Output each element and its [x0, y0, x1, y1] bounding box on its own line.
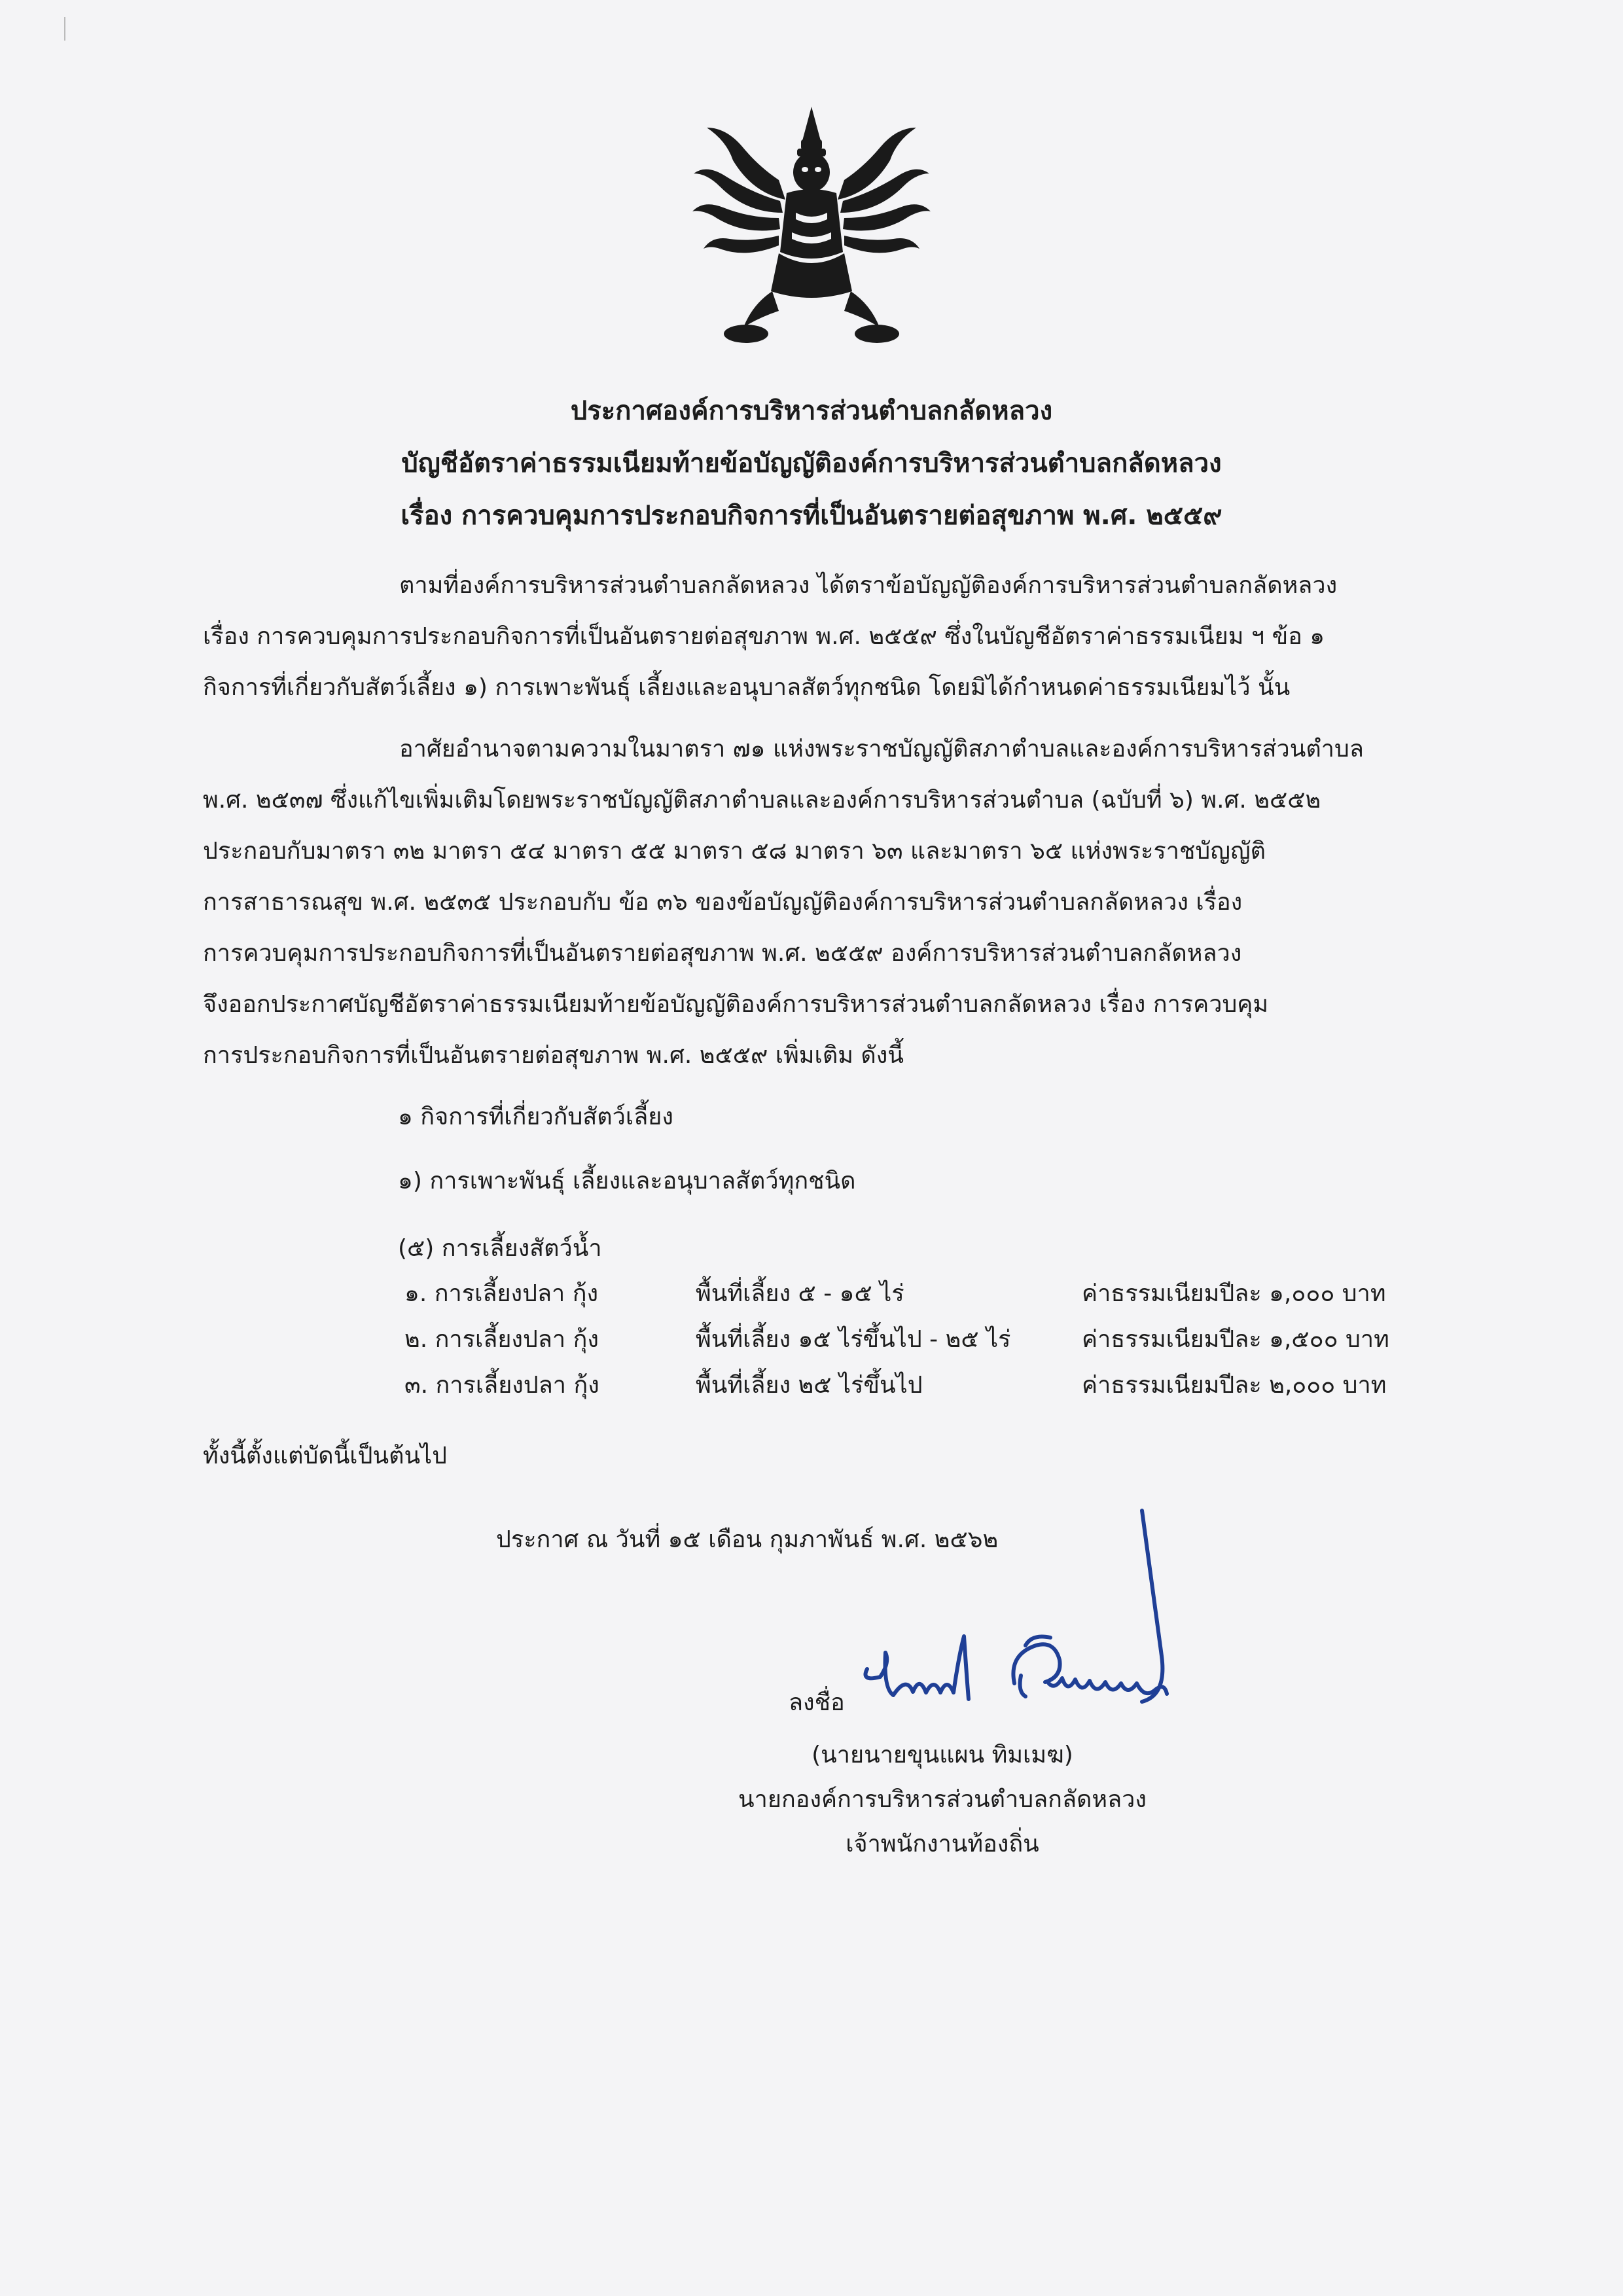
paragraph-2 — [203, 724, 1479, 1081]
signature-label: ลงชื่อ — [789, 1689, 845, 1716]
table-row — [404, 1270, 1448, 1316]
title-line-1: ประกาศองค์การบริหารส่วนตำบลกลัดหลวง — [570, 396, 1053, 426]
paragraph-1-line-3: กิจการที่เกี่ยวกับสัตว์เลี้ยง ๑) การเพาะพันธุ์ เลี้ยงและอนุบาลสัตว์ทุกชนิด โดยมิได้กำหนดค่าธรรมเนียมไว้ นั้น — [203, 674, 1291, 701]
paragraph-1-line-1: ตามที่องค์การบริหารส่วนตำบลกลัดหลวง ได้ตราข้อบัญญัติองค์การบริหารส่วนตำบลกลัดหลวง — [399, 572, 1338, 599]
fee-area: พื้นที่เลี้ยง ๒๕ ไร่ขึ้นไป — [696, 1371, 923, 1399]
section-heading: ๑ กิจการที่เกี่ยวกับสัตว์เลี้ยง — [398, 1103, 673, 1130]
fee-area: พื้นที่เลี้ยง ๑๕ ไร่ขึ้นไป - ๒๕ ไร่ — [696, 1325, 1011, 1353]
paragraph-1 — [203, 560, 1479, 713]
announcement-date: ประกาศ ณ วันที่ ๑๕ เดือน กุมภาพันธ์ พ.ศ. ๒๕๖๒ — [496, 1526, 999, 1553]
fee-area: พื้นที่เลี้ยง ๕ - ๑๕ ไร่ — [696, 1280, 904, 1307]
document-title — [0, 385, 1623, 542]
closing-text: ทั้งนี้ตั้งแต่บัดนี้เป็นต้นไป — [203, 1443, 448, 1469]
paragraph-1-line-2: เรื่อง การควบคุมการประกอบกิจการที่เป็นอันตรายต่อสุขภาพ พ.ศ. ๒๕๕๙ ซึ่งในบัญชีอัตราค่าธรรมเนียม ฯ ข้อ ๑ — [203, 623, 1325, 650]
signatory-block — [694, 1733, 1191, 1867]
signatory-role: เจ้าพนักงานท้องถิ่น — [846, 1831, 1039, 1857]
fee-table — [404, 1270, 1448, 1407]
section-item: (๕) การเลี้ยงสัตว์น้ำ — [398, 1235, 602, 1262]
fee-amount: ค่าธรรมเนียมปีละ ๑,๐๐๐ บาท — [1082, 1280, 1386, 1307]
signatory-name: (นายนายขุนแผน ทิมเมฆ) — [812, 1742, 1073, 1768]
paragraph-2-line-7: การประกอบกิจการที่เป็นอันตรายต่อสุขภาพ พ.ศ. ๒๕๕๙ เพิ่มเติม ดังนี้ — [203, 1042, 904, 1069]
fee-name: ๓. การเลี้ยงปลา กุ้ง — [404, 1371, 599, 1399]
fee-amount: ค่าธรรมเนียมปีละ ๒,๐๐๐ บาท — [1082, 1371, 1387, 1399]
title-line-2: บัญชีอัตราค่าธรรมเนียมท้ายข้อบัญญัติองค์การบริหารส่วนตำบลกลัดหลวง — [401, 448, 1222, 478]
paragraph-2-line-2: พ.ศ. ๒๕๓๗ ซึ่งแก้ไขเพิ่มเติมโดยพระราชบัญญัติสภาตำบลและองค์การบริหารส่วนตำบล (ฉบับที่ ๖) พ.ศ. ๒๕๕๒ — [203, 787, 1321, 814]
table-row — [404, 1361, 1448, 1407]
fee-name: ๒. การเลี้ยงปลา กุ้ง — [404, 1325, 599, 1353]
paragraph-2-line-6: จึงออกประกาศบัญชีอัตราค่าธรรมเนียมท้ายข้อบัญญัติองค์การบริหารส่วนตำบลกลัดหลวง เรื่อง การควบคุม — [203, 991, 1269, 1018]
scan-edge-mark — [64, 17, 65, 41]
section-subheading: ๑) การเพาะพันธุ์ เลี้ยงและอนุบาลสัตว์ทุกชนิด — [398, 1168, 856, 1194]
fee-name: ๑. การเลี้ยงปลา กุ้ง — [404, 1280, 599, 1307]
title-line-3: เรื่อง การควบคุมการประกอบกิจการที่เป็นอันตรายต่อสุขภาพ พ.ศ. ๒๕๕๙ — [401, 501, 1222, 531]
fee-amount: ค่าธรรมเนียมปีละ ๑,๕๐๐ บาท — [1082, 1325, 1389, 1353]
signatory-position: นายกองค์การบริหารส่วนตำบลกลัดหลวง — [738, 1786, 1147, 1813]
handwritten-signature — [854, 1505, 1194, 1728]
paragraph-2-line-1: อาศัยอำนาจตามความในมาตรา ๗๑ แห่งพระราชบัญญัติสภาตำบลและองค์การบริหารส่วนตำบล — [399, 736, 1364, 762]
paragraph-2-line-5: การควบคุมการประกอบกิจการที่เป็นอันตรายต่อสุขภาพ พ.ศ. ๒๕๕๙ องค์การบริหารส่วนตำบลกลัดหลวง — [203, 940, 1242, 967]
garuda-emblem-icon — [681, 101, 942, 357]
table-row — [404, 1316, 1448, 1361]
paragraph-2-line-3: ประกอบกับมาตรา ๓๒ มาตรา ๕๔ มาตรา ๕๕ มาตรา ๕๘ มาตรา ๖๓ และมาตรา ๖๕ แห่งพระราชบัญญัติ — [203, 838, 1266, 865]
paragraph-2-line-4: การสาธารณสุข พ.ศ. ๒๕๓๕ ประกอบกับ ข้อ ๓๖ ของข้อบัญญัติองค์การบริหารส่วนตำบลกลัดหลวง เรื่อง — [203, 889, 1243, 916]
